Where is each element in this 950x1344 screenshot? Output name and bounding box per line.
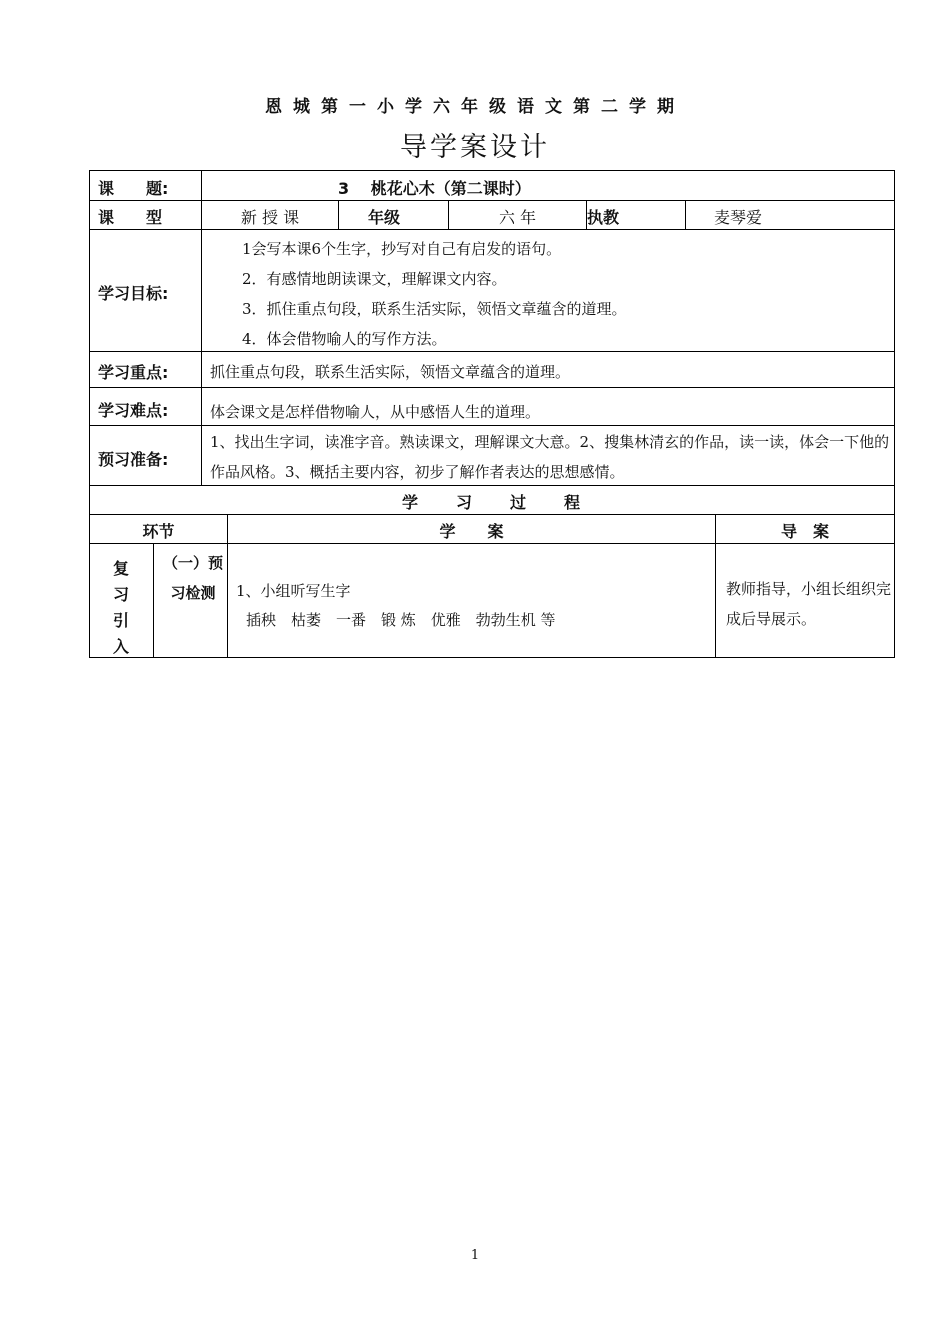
guide-cell: 教师指导，小组长组织完成后导展示。 xyxy=(726,580,892,628)
grade-value: 六 年 xyxy=(498,208,537,227)
doc-title: 导学案设计 xyxy=(400,132,550,163)
topic-value: 3 桃花心木（第二课时） xyxy=(338,179,531,198)
page-number: 1 xyxy=(470,1248,480,1263)
objective-item: 1会写本课6个生字，抄写对自己有启发的语句。 xyxy=(242,240,562,258)
topic-label: 课 题: xyxy=(98,179,169,198)
type-value: 新 授 课 xyxy=(240,208,300,227)
stage-cell: 复习引入 xyxy=(112,559,129,656)
key-point-value: 抓住重点句段，联系生活实际，领悟文章蕴含的道理。 xyxy=(210,363,571,381)
teacher-value: 麦琴爱 xyxy=(714,208,763,227)
key-point-label: 学习重点: xyxy=(98,363,169,382)
type-label: 课 型 xyxy=(98,208,163,227)
objective-item: 3．抓住重点句段，联系生活实际，领悟文章蕴含的道理。 xyxy=(242,300,627,318)
preview-label: 预习准备: xyxy=(98,450,169,469)
preview-value: 1、找出生字词，读准字音。熟读课文，理解课文大意。2、搜集林清玄的作品，读一读，体会一下他的作品风格。3、概括主要内容，初步了解作者表达的思想感情。 xyxy=(210,433,890,481)
sub-stage-cell: （一）预习检测 xyxy=(162,554,223,602)
school-line: 恩城第一小学六年级语文第二学期 xyxy=(265,97,685,117)
objective-item: 4．体会借物喻人的写作方法。 xyxy=(242,330,447,348)
difficulty-value: 体会课文是怎样借物喻人，从中感悟人生的道理。 xyxy=(210,403,541,421)
study-line: 插秧 枯萎 一番 锻 炼 优雅 勃勃生机 等 xyxy=(246,611,556,629)
process-heading: 学 习 过 程 xyxy=(401,493,582,512)
study-line: 1、小组听写生字 xyxy=(236,582,351,600)
objective-item: 2．有感情地朗读课文，理解课文内容。 xyxy=(242,270,507,288)
difficulty-label: 学习难点: xyxy=(98,401,169,420)
col-guide-header: 导 案 xyxy=(780,522,829,541)
col-stage-header: 环节 xyxy=(142,522,175,541)
col-study-header: 学 案 xyxy=(439,522,504,541)
lesson-plan-table xyxy=(89,170,895,658)
objectives-label: 学习目标: xyxy=(98,284,169,303)
teacher-label: 执教 xyxy=(587,208,620,227)
grade-label: 年级 xyxy=(368,208,401,227)
